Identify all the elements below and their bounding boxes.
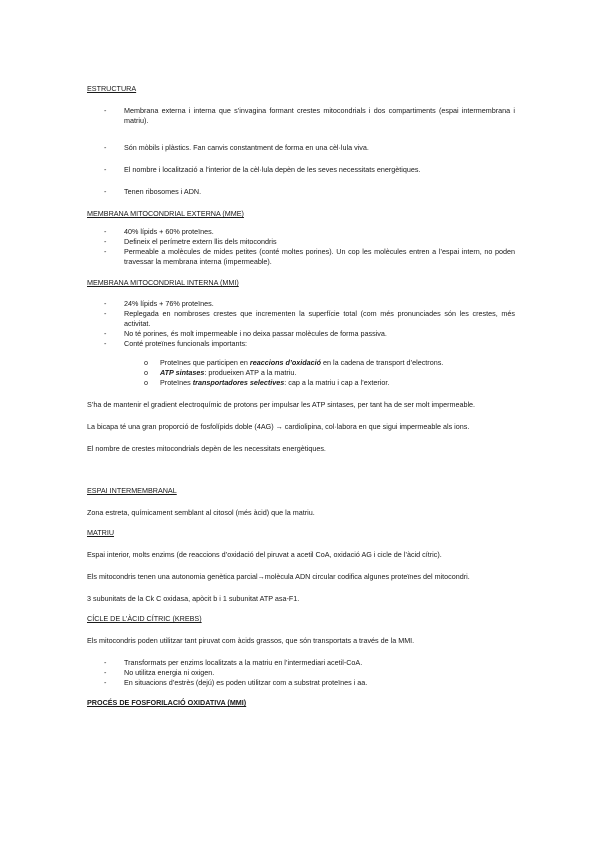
item-text: Proteïnes que participen en <box>160 358 250 367</box>
list-item: - 40% lípids + 60% proteïnes. <box>87 227 515 237</box>
list-item: - Permeable a molècules de mides petites (conté moltes porines). Un cop les molècules entren a l’espai intern, no poden travessar la membrana interna (impermeable). <box>87 247 515 267</box>
item-emphasis: transportadores selectives <box>192 378 285 387</box>
list-item: - Replegada en nombroses crestes que incrementen la superfície total (com més pronunciades són les crestes, més activitat. <box>87 309 515 329</box>
list-item: - No utilitza energia ni oxigen. <box>87 668 515 678</box>
paragraph: Espai interior, molts enzims (de reaccions d’oxidació del piruvat a acetil CoA, oxidació AG i cicle de l’àcid cítric). <box>87 550 442 559</box>
section-heading-krebs: CÍCLE DE L’ÀCID CÍTRIC (KREBS) <box>87 614 202 623</box>
list-item: - En situacions d’estrès (dejú) es poden utilitzar com a substrat proteïnes i aa. <box>87 678 515 688</box>
paragraph: La bicapa té una gran proporció de fosfolípids doble (4AG) → cardiolipina, col·labora en que sigui impermeable als ions. <box>87 422 470 431</box>
item-text: en la cadena de transport d’electrons. <box>321 358 444 367</box>
mmi-list <box>87 299 515 349</box>
paragraph: Els mitocondris tenen una autonomia genètica parcial→molècula ADN circular codifica algunes proteïnes del mitocondri. <box>87 572 470 581</box>
section-heading-fosforilacio: PROCÉS DE FOSFORILACIÓ OXIDATIVA (MMI) <box>87 698 247 707</box>
item-text: : produeixen ATP a la matriu. <box>204 368 297 377</box>
mmi-protein-list <box>87 358 515 388</box>
list-item: - Transformats per enzims localitzats a la matriu en l’intermediari acetil-CoA. <box>87 658 515 668</box>
item-emphasis: reaccions d’oxidació <box>249 358 322 367</box>
list-item: - Són mòbils i plàstics. Fan canvis constantment de forma en una cèl·lula viva. <box>87 143 515 153</box>
section-heading-mmi: MEMBRANA MITOCONDRIAL INTERNA (MMI) <box>87 278 239 287</box>
paragraph: S’ha de mantenir el gradient electroquímic de protons per impulsar les ATP sintases, per tant ha de ser molt impermeable. <box>87 400 476 409</box>
list-item: - Conté proteïnes funcionals importants: <box>87 339 515 349</box>
section-heading-espai: ESPAI INTERMEMBRANAL <box>87 486 177 495</box>
paragraph: Zona estreta, químicament semblant al citosol (més àcid) que la matriu. <box>87 508 315 517</box>
list-item: - El nombre i localització a l’interior de la cèl·lula depèn de les seves necessitats energètiques. <box>87 165 515 175</box>
section-heading-mme: MEMBRANA MITOCONDRIAL EXTERNA (MME) <box>87 209 244 218</box>
item-text: Proteïnes <box>160 378 193 387</box>
document-page <box>87 84 515 708</box>
list-item: - 24% lípids + 76% proteïnes. <box>87 299 515 309</box>
list-item <box>87 368 515 378</box>
list-item <box>87 358 515 368</box>
list-item: - Defineix el perímetre extern llis dels mitocondris <box>87 237 515 247</box>
list-item: - Tenen ribosomes i ADN. <box>87 187 515 197</box>
mme-list <box>87 227 515 267</box>
list-item: - No té porines, és molt impermeable i no deixa passar molècules de forma passiva. <box>87 329 515 339</box>
paragraph: Els mitocondris poden utilitzar tant piruvat com àcids grassos, que són transportats a través de la MMI. <box>87 636 415 645</box>
estructura-list <box>87 106 515 197</box>
krebs-list <box>87 658 515 688</box>
section-heading-estructura: ESTRUCTURA <box>87 84 137 93</box>
paragraph: 3 subunitats de la Ck C oxidasa, apòcit b i 1 subunitat ATP asa-F1. <box>87 594 300 603</box>
section-heading-matriu: MATRIU <box>87 528 115 537</box>
list-item: - Membrana externa i interna que s’invagina formant crestes mitocondrials i dos compartiments (espai intermembrana i matriu). <box>87 106 515 126</box>
paragraph: El nombre de crestes mitocondrials depèn de les necessitats energètiques. <box>87 444 326 453</box>
item-emphasis: ATP sintases <box>160 368 205 377</box>
list-item <box>87 378 515 388</box>
item-text: : cap a la matriu i cap a l’exterior. <box>284 378 390 387</box>
